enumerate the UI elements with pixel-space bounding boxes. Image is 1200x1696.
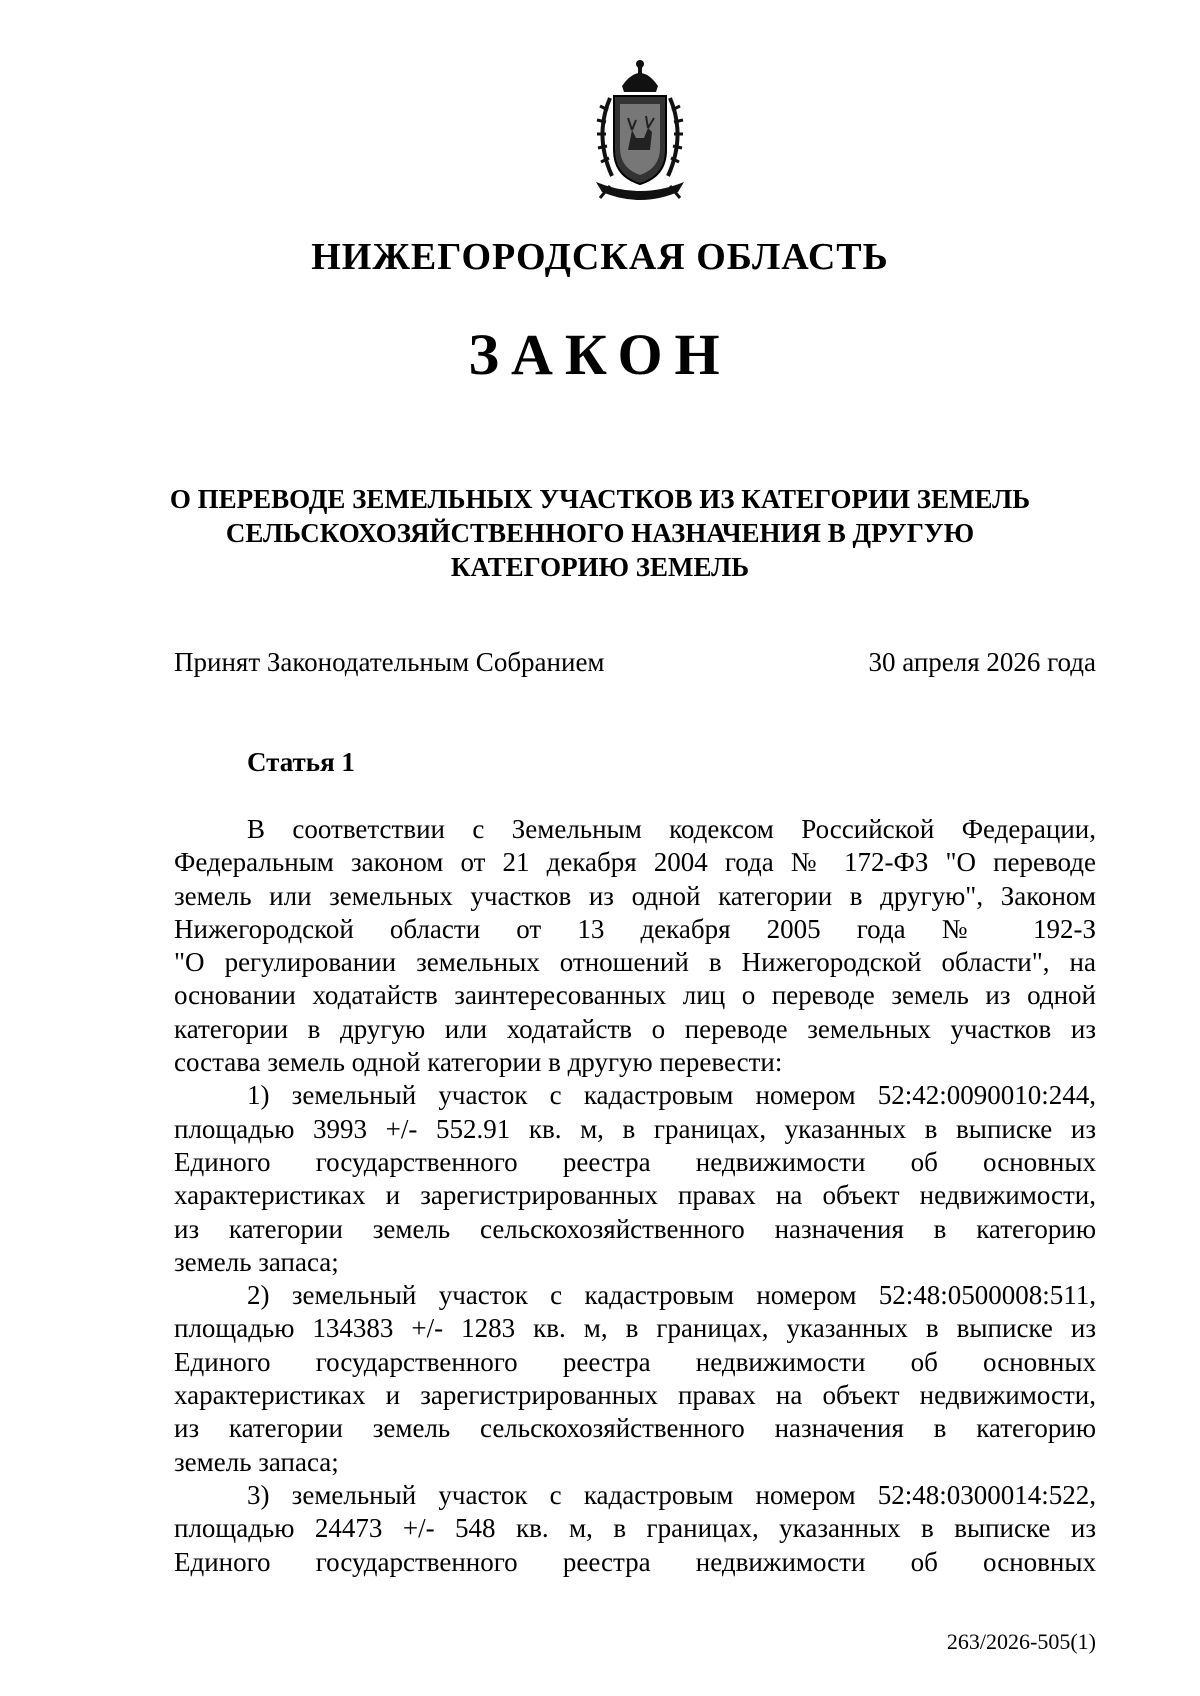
body-line: В соответствии с Земельным кодексом Российской Федерации,: [247, 814, 1096, 844]
body-line: 3) земельный участок с кадастровым номером 52:48:0300014:522,: [247, 1479, 1096, 1510]
article-body: [174, 813, 1096, 1579]
body-line: категории в другую или ходатайств о переводе земельных участков из: [174, 1013, 1096, 1044]
coat-of-arms-icon: [570, 58, 710, 208]
body-line: земель запаса;: [174, 1246, 339, 1277]
body-line: площадью 24473 +/- 548 кв. м, в границах, указанных в выписке из: [174, 1513, 1096, 1544]
body-line: Единого государственного реестра недвижимости об основных: [174, 1546, 1096, 1577]
law-title-line: О ПЕРЕВОДЕ ЗЕМЕЛЬНЫХ УЧАСТКОВ ИЗ КАТЕГОРИИ ЗЕМЕЛЬ: [169, 484, 1031, 514]
body-line: из категории земель сельскохозяйственного назначения в категорию: [174, 1213, 1096, 1244]
document-registration-code: 263/2026-505(1): [946, 1629, 1096, 1654]
adoption-date: 30 апреля 2026 года: [868, 647, 1096, 677]
document-type: ЗАКОН: [468, 322, 732, 387]
body-line: Нижегородской области от 13 декабря 2005 года № 192-З: [174, 913, 1096, 944]
body-line: "О регулировании земельных отношений в Нижегородской области", на: [174, 947, 1096, 978]
body-line: Единого государственного реестра недвижимости об основных: [174, 1346, 1096, 1377]
law-title: [150, 482, 1050, 584]
article-heading: Статья 1: [247, 747, 355, 777]
body-line: 2) земельный участок с кадастровым номером 52:48:0500008:511,: [247, 1280, 1096, 1311]
adopted-by: Принят Законодательным Собранием: [174, 647, 605, 677]
body-line: земель или земельных участков из одной категории в другую", Законом: [174, 880, 1096, 911]
body-line: из категории земель сельскохозяйственного назначения в категорию: [174, 1413, 1096, 1444]
region-name: НИЖЕГОРОДСКАЯ ОБЛАСТЬ: [311, 236, 889, 278]
body-line: основании ходатайств заинтересованных лиц о переводе земель из одной: [174, 980, 1096, 1011]
law-title-line: СЕЛЬСКОХОЗЯЙСТВЕННОГО НАЗНАЧЕНИЯ В ДРУГУЮ: [225, 518, 975, 548]
body-line: 1) земельный участок с кадастровым номером 52:42:0090010:244,: [247, 1080, 1096, 1111]
body-line: площадью 134383 +/- 1283 кв. м, в границах, указанных в выписке из: [174, 1313, 1096, 1344]
law-title-line: КАТЕГОРИЮ ЗЕМЕЛЬ: [450, 552, 750, 582]
body-line: площадью 3993 +/- 552.91 кв. м, в границах, указанных в выписке из: [174, 1113, 1096, 1144]
body-line: состава земель одной категории в другую перевести:: [174, 1047, 783, 1078]
body-line: Единого государственного реестра недвижимости об основных: [174, 1146, 1096, 1177]
body-line: характеристиках и зарегистрированных правах на объект недвижимости,: [174, 1380, 1096, 1411]
body-line: характеристиках и зарегистрированных правах на объект недвижимости,: [174, 1180, 1096, 1211]
body-line: Федеральным законом от 21 декабря 2004 года № 172-ФЗ "О переводе: [174, 847, 1096, 878]
body-line: земель запаса;: [174, 1446, 339, 1477]
adoption-line: [174, 645, 1096, 679]
